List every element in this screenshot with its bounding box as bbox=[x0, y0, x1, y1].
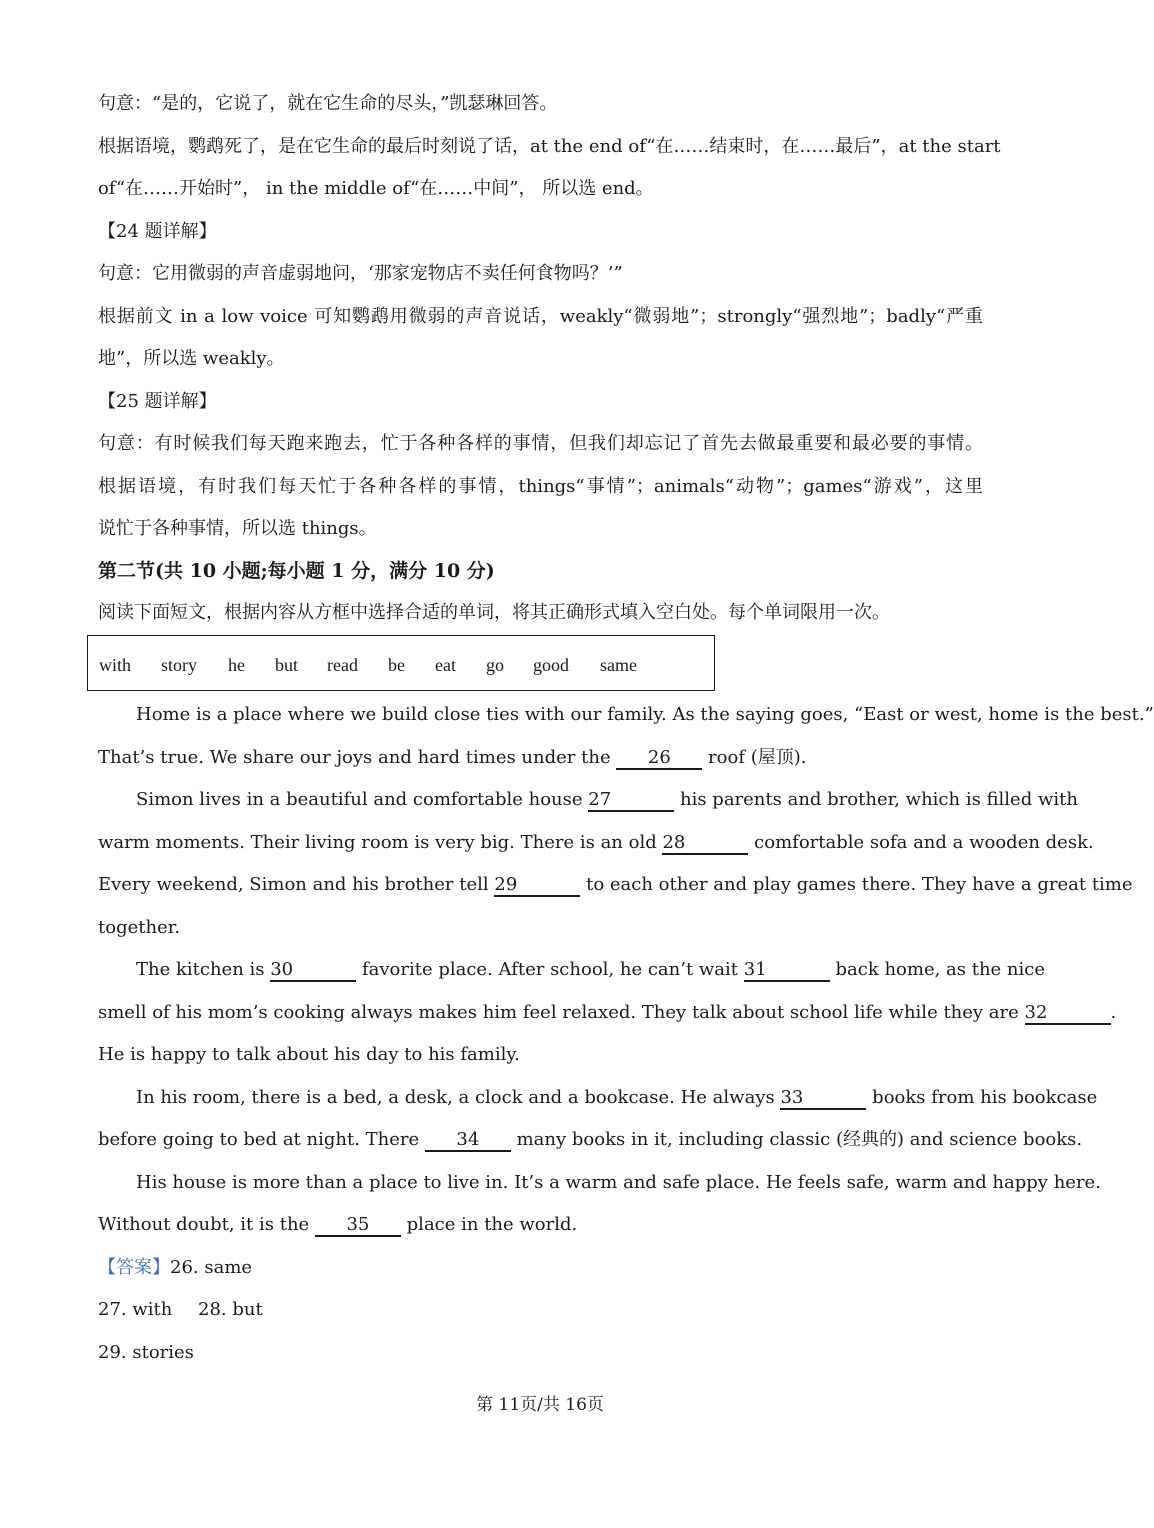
explanation-sentence-meaning: 句意：“是的，它说了，就在它生命的尽头，”凯瑟琳回答。 bbox=[98, 93, 558, 114]
section-instruction: 阅读下面短文，根据内容从方框中选择合适的单词，将其正确形式填入空白处。每个单词限用一次。 bbox=[98, 602, 890, 623]
passage-line: smell of his mom’s cooking always makes him feel relaxed. They talk about school life while they are 32 . bbox=[98, 1002, 1117, 1023]
passage-line: Without doubt, it is the 35 place in the world. bbox=[98, 1214, 578, 1235]
passage-line: In his room, there is a bed, a desk, a clock and a bookcase. He always 33 books from his bookcase bbox=[136, 1087, 1098, 1108]
blank-30: 30 bbox=[270, 960, 356, 982]
answer-line: 27. with 28. but bbox=[98, 1299, 263, 1320]
q25-reason-cont: 说忙于各种事情，所以选 things。 bbox=[98, 518, 377, 539]
q25-reason: 根据语境，有时我们每天忙于各种各样的事情，things“事情”；animals“动物”；games“游戏”，这里 bbox=[98, 476, 983, 497]
blank-29: 29 bbox=[494, 875, 580, 897]
blank-34: 34 bbox=[425, 1130, 511, 1152]
passage-line: Simon lives in a beautiful and comfortable house 27 his parents and brother, which is filled with bbox=[136, 789, 1078, 810]
word-box-item: eat bbox=[435, 655, 456, 675]
passage-line: warm moments. Their living room is very big. There is an old 28 comfortable sofa and a wooden desk. bbox=[98, 832, 1094, 853]
blank-28: 28 bbox=[662, 833, 748, 855]
q24-reason: 根据前文 in a low voice 可知鹦鹉用微弱的声音说话，weakly“微弱地”；strongly“强烈地”；badly“严重 bbox=[98, 306, 983, 327]
passage-line: That’s true. We share our joys and hard times under the 26 roof (屋顶). bbox=[98, 747, 807, 768]
passage-line: He is happy to talk about his day to his family. bbox=[98, 1044, 520, 1065]
blank-26: 26 bbox=[616, 748, 702, 770]
section-heading: 第二节(共 10 小题;每小题 1 分，满分 10 分) bbox=[98, 560, 495, 582]
word-box-item: same bbox=[600, 655, 637, 675]
word-box-item: read bbox=[327, 655, 358, 675]
passage-line: Every weekend, Simon and his brother tell 29 to each other and play games there. They have a great time bbox=[98, 874, 1133, 895]
passage-line: Home is a place where we build close ties with our family. As the saying goes, “East or west, home is the best.” bbox=[136, 704, 1154, 725]
answer-tag: 【答案】 bbox=[98, 1257, 170, 1278]
blank-35: 35 bbox=[315, 1215, 401, 1237]
word-box-item: be bbox=[388, 655, 405, 675]
word-box-item: he bbox=[228, 655, 245, 675]
passage-line: before going to bed at night. There 34 many books in it, including classic (经典的) and science books. bbox=[98, 1129, 1083, 1150]
word-box-item: with bbox=[99, 655, 132, 675]
answer-line: 29. stories bbox=[98, 1342, 194, 1363]
word-box bbox=[87, 635, 715, 691]
explanation-reasoning: 根据语境，鹦鹉死了，是在它生命的最后时刻说了话，at the end of“在……结束时，在……最后”，at the start bbox=[98, 136, 1001, 157]
q24-meaning: 句意：它用微弱的声音虚弱地问，‘那家宠物店不卖任何食物吗？’” bbox=[98, 263, 623, 284]
answer-line: 【答案】26. same bbox=[98, 1257, 253, 1278]
blank-32: 32 bbox=[1025, 1003, 1111, 1025]
passage-line: His house is more than a place to live in. It’s a warm and safe place. He feels safe, warm and happy here. bbox=[136, 1172, 1101, 1193]
q25-title: 【25 题详解】 bbox=[98, 391, 217, 412]
passage-line: together. bbox=[98, 917, 181, 938]
word-box-item: go bbox=[486, 655, 504, 675]
blank-27: 27 bbox=[588, 790, 674, 812]
q24-reason-cont: 地”，所以选 weakly。 bbox=[98, 348, 285, 369]
blank-31: 31 bbox=[744, 960, 830, 982]
word-box-item: story bbox=[161, 655, 197, 675]
blank-33: 33 bbox=[780, 1088, 866, 1110]
word-box-item: good bbox=[533, 655, 569, 675]
passage-line: The kitchen is 30 favorite place. After school, he can’t wait 31 back home, as the nice bbox=[136, 959, 1046, 980]
page-number: 第 11页/共 16页 bbox=[476, 1395, 604, 1415]
q24-title: 【24 题详解】 bbox=[98, 221, 217, 242]
explanation-reasoning-cont: of“在……开始时”， in the middle of“在……中间”， 所以选 end。 bbox=[98, 178, 654, 199]
q25-meaning: 句意：有时候我们每天跑来跑去，忙于各种各样的事情，但我们却忘记了首先去做最重要和最必要的事情。 bbox=[98, 433, 983, 454]
word-box-item: but bbox=[275, 655, 299, 675]
